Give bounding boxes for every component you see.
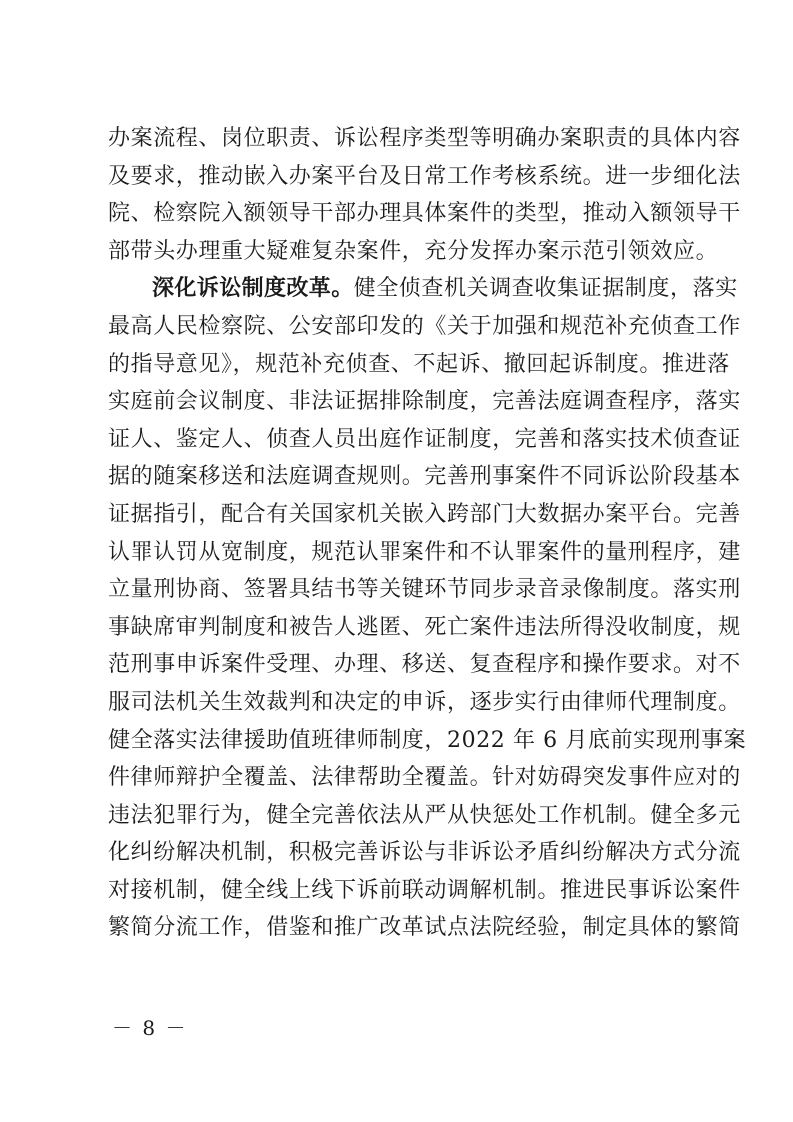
text-line: 件律师辩护全覆盖、法律帮助全覆盖。针对妨碍突发事件应对的	[108, 765, 741, 791]
text-line: 最高人民检察院、公安部印发的《关于加强和规范补充侦查工作	[108, 313, 741, 339]
text-line: 事缺席审判制度和被告人逃匿、死亡案件违法所得没收制度，规	[108, 614, 741, 640]
text-line: 健全落实法律援助值班律师制度，2022 年 6 月底前实现刑事案	[108, 727, 747, 753]
paragraph-2	[108, 270, 747, 947]
text-line: 实庭前会议制度、非法证据排除制度，完善法庭调查程序，落实	[108, 389, 741, 415]
text-line: 据的随案移送和法庭调查规则。完善刑事案件不同诉讼阶段基本	[108, 464, 741, 490]
text-line: 立量刑协商、签署具结书等关键环节同步录音录像制度。落实刑	[108, 577, 741, 603]
text-line: 及要求，推动嵌入办案平台及日常工作考核系统。进一步细化法	[108, 163, 741, 189]
text-line	[108, 270, 738, 308]
text-line-rest: 健全侦查机关调查收集证据制度，落实	[353, 276, 738, 302]
text-line: 对接机制，健全线上线下诉前联动调解机制。推进民事诉讼案件	[108, 877, 741, 903]
text-line: 认罪认罚从宽制度，规范认罪案件和不认罪案件的量刑程序，建	[108, 539, 741, 565]
page-number: － 8 －	[112, 1016, 188, 1040]
text-line: 范刑事申诉案件受理、办理、移送、复查程序和操作要求。对不	[108, 652, 741, 678]
text-line: 院、检察院入额领导干部办理具体案件的类型，推动入额领导干	[108, 201, 741, 227]
text-line: 证据指引，配合有关国家机关嵌入跨部门大数据办案平台。完善	[108, 501, 741, 527]
document-body	[108, 120, 747, 947]
paragraph-1	[108, 120, 741, 270]
text-line: 违法犯罪行为，健全完善依法从严从快惩处工作机制。健全多元	[108, 802, 741, 828]
text-line: 服司法机关生效裁判和决定的申诉，逐步实行由律师代理制度。	[108, 689, 741, 715]
text-line: 的指导意见》，规范补充侦查、不起诉、撤回起诉制度。推进落	[108, 351, 730, 377]
text-line: 化纠纷解决机制，积极完善诉讼与非诉讼矛盾纠纷解决方式分流	[108, 840, 741, 866]
text-line: 办案流程、岗位职责、诉讼程序类型等明确办案职责的具体内容	[108, 126, 741, 151]
section-heading: 深化诉讼制度改革。	[152, 276, 354, 302]
text-line: 证人、鉴定人、侦查人员出庭作证制度，完善和落实技术侦查证	[108, 426, 741, 452]
text-line: 繁简分流工作，借鉴和推广改革试点法院经验，制定具体的繁简	[108, 915, 741, 941]
text-line: 部带头办理重大疑难复杂案件，充分发挥办案示范引领效应。	[108, 238, 719, 264]
